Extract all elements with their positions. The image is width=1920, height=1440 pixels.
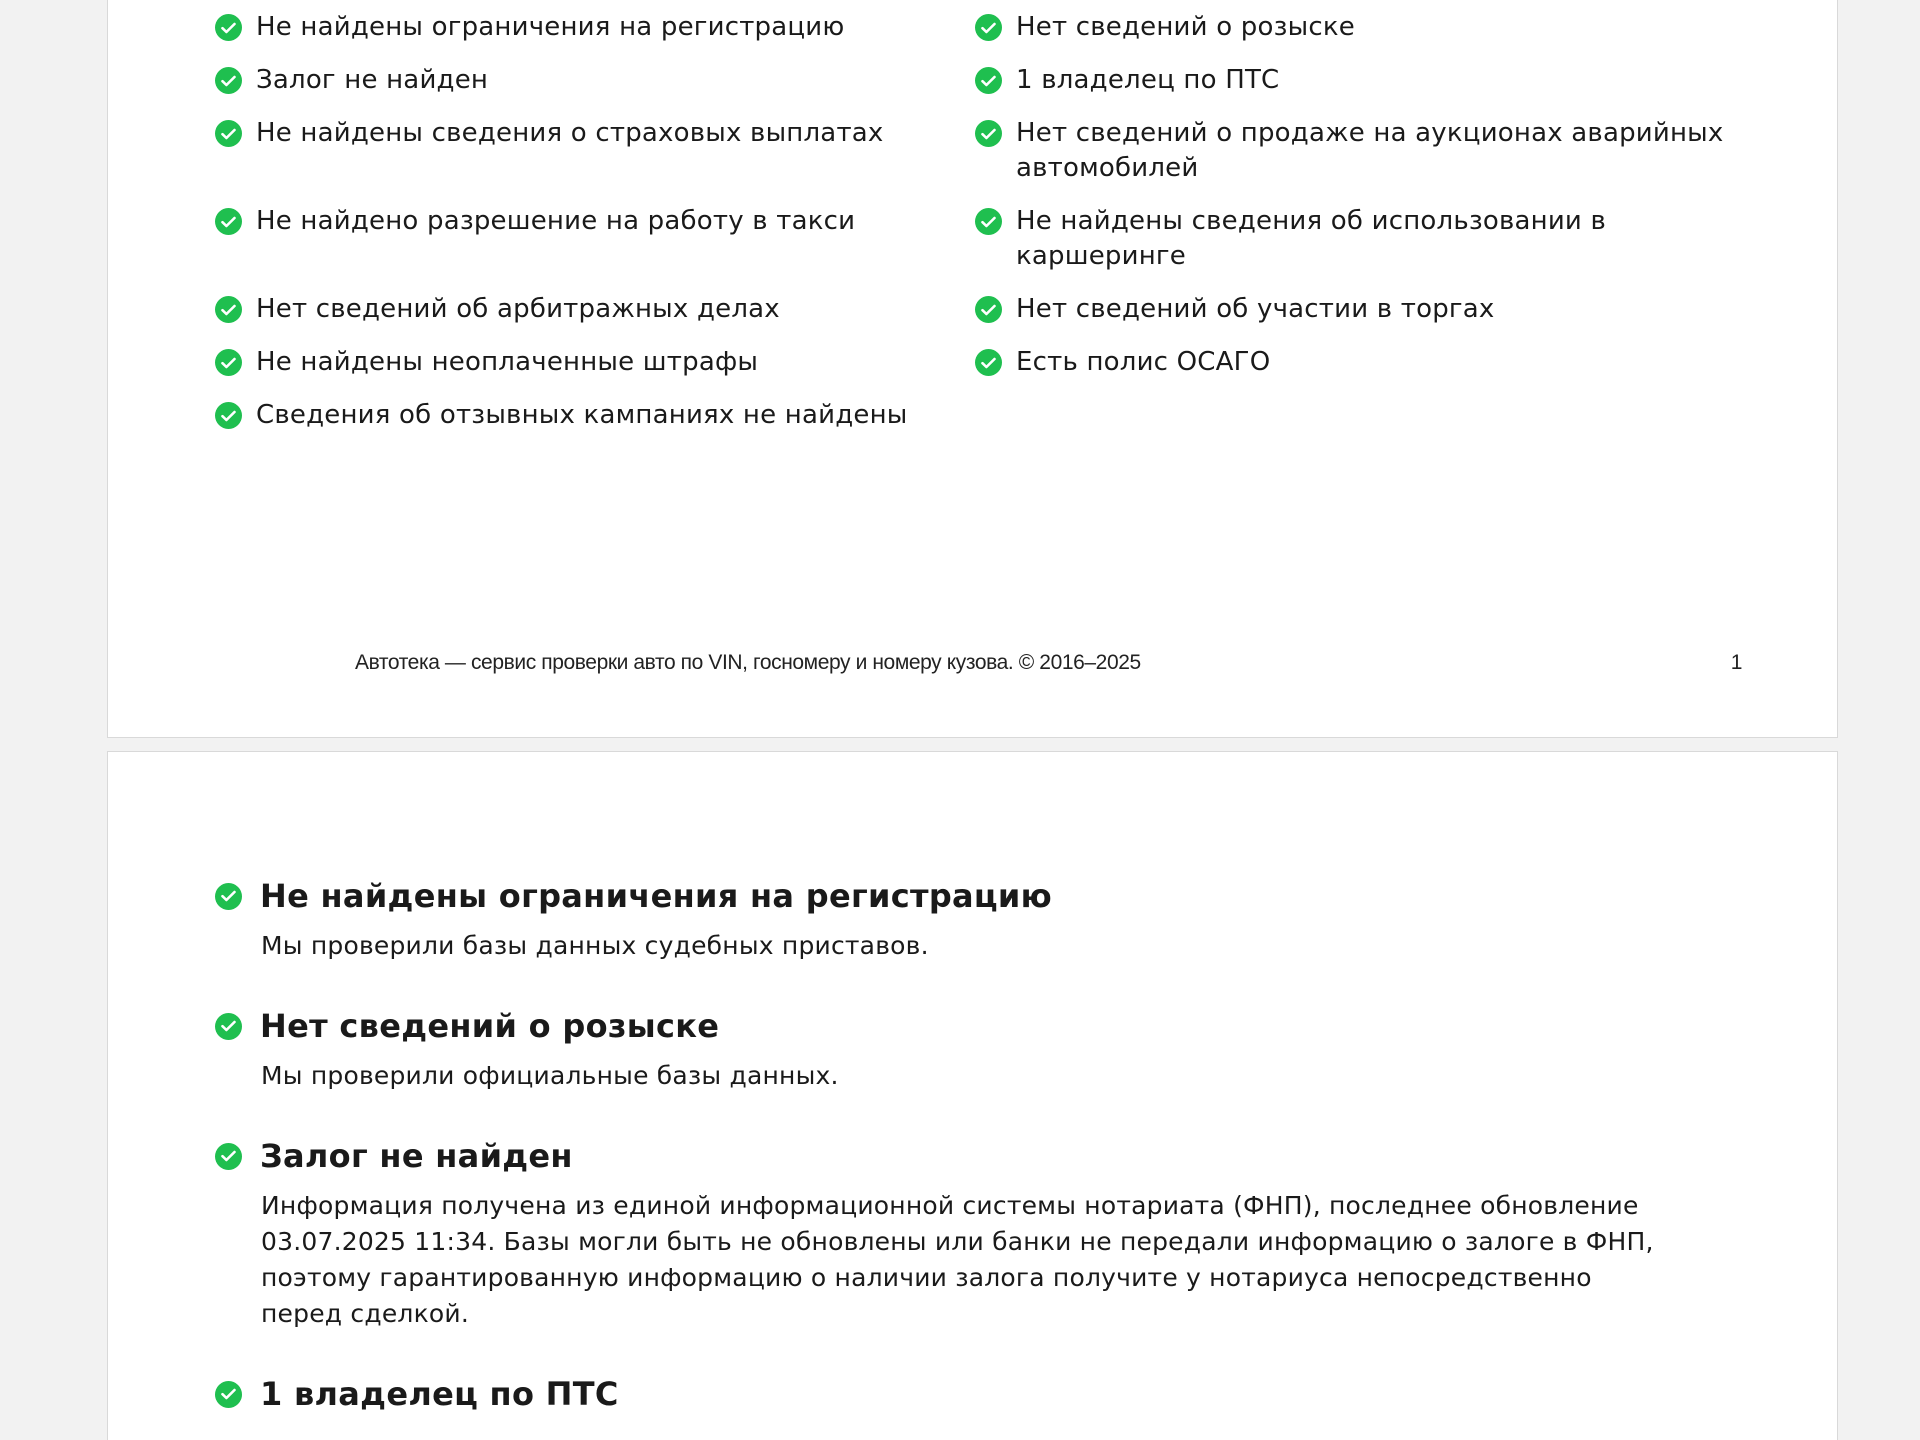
summary-item: [215, 389, 975, 442]
page-number: 1: [1730, 651, 1742, 674]
check-circle-icon: [975, 14, 1002, 41]
summary-item-label: Не найдены ограничения на регистрацию: [256, 12, 845, 42]
summary-item-label: Нет сведений об участии в торгах: [1016, 294, 1495, 324]
detail-text: Мы проверили базы данных судебных приставов.: [261, 931, 929, 960]
check-circle-icon: [215, 1143, 242, 1170]
check-circle-icon: [215, 67, 242, 94]
summary-item: [975, 283, 1735, 336]
summary-item: [975, 107, 1735, 195]
check-circle-icon: [975, 120, 1002, 147]
summary-item: [215, 54, 975, 107]
detail-title: Нет сведений о розыске: [260, 1007, 720, 1045]
summary-item-label: Залог не найден: [256, 65, 489, 95]
footer-text: Автотека — сервис проверки авто по VIN, госномеру и номеру кузова. © 2016–2025: [355, 651, 1141, 674]
check-circle-icon: [215, 402, 242, 429]
summary-item-label: Не найдено разрешение на работу в такси: [256, 206, 856, 236]
summary-item: [975, 1, 1735, 54]
check-circle-icon: [215, 296, 242, 323]
summary-item-label: Есть полис ОСАГО: [1016, 347, 1271, 377]
detail-text: Информация получена из единой информационной системы нотариата (ФНП), последнее обновление 03.07.2025 11:34. Базы могли быть не обновлены или банки не передали информацию о залоге в ФНП, поэтому гарантированную информацию о наличии залога получите у нотариуса непосредственно перед сделкой.: [261, 1191, 1654, 1328]
report-page-2: [107, 751, 1838, 1440]
detail-heading: [215, 1136, 1775, 1176]
summary-item-label: Не найдены сведения об использовании в каршеринге: [1016, 206, 1607, 271]
summary-item: [215, 1, 975, 54]
summary-item-label: 1 владелец по ПТС: [1016, 65, 1280, 95]
detail-block: [215, 1374, 1775, 1414]
summary-item-label: Сведения об отзывных кампаниях не найдены: [256, 400, 908, 430]
summary-item: [215, 107, 975, 195]
detail-block: [215, 876, 1775, 964]
summary-item-label: Нет сведений о розыске: [1016, 12, 1355, 42]
summary-item: [975, 54, 1735, 107]
detail-title: 1 владелец по ПТС: [260, 1375, 619, 1413]
check-circle-icon: [975, 349, 1002, 376]
detail-title: Залог не найден: [260, 1137, 573, 1175]
detail-heading: [215, 876, 1775, 916]
page-footer: [355, 651, 1742, 675]
check-circle-icon: [215, 208, 242, 235]
check-circle-icon: [975, 208, 1002, 235]
detail-block: [215, 1136, 1775, 1332]
check-circle-icon: [215, 1381, 242, 1408]
check-circle-icon: [975, 296, 1002, 323]
summary-item: [975, 336, 1735, 389]
check-circle-icon: [215, 349, 242, 376]
report-page-1: [107, 0, 1838, 738]
detail-block: [215, 1006, 1775, 1094]
detail-title: Не найдены ограничения на регистрацию: [260, 877, 1053, 915]
check-circle-icon: [975, 67, 1002, 94]
summary-item-label: Нет сведений об арбитражных делах: [256, 294, 780, 324]
summary-item-label: Нет сведений о продаже на аукционах аварийных автомобилей: [1016, 118, 1724, 183]
summary-item: [215, 336, 975, 389]
check-circle-icon: [215, 883, 242, 910]
summary-item-label: Не найдены сведения о страховых выплатах: [256, 118, 884, 148]
details-section: [215, 876, 1775, 1440]
check-circle-icon: [215, 14, 242, 41]
detail-heading: [215, 1006, 1775, 1046]
summary-item: [215, 283, 975, 336]
summary-item-label: Не найдены неоплаченные штрафы: [256, 347, 759, 377]
detail-heading: [215, 1374, 1775, 1414]
detail-text: Мы проверили официальные базы данных.: [261, 1061, 839, 1090]
summary-item: [215, 195, 975, 283]
check-circle-icon: [215, 1013, 242, 1040]
summary-item: [975, 195, 1735, 283]
summary-checklist: [215, 1, 1775, 442]
check-circle-icon: [215, 120, 242, 147]
